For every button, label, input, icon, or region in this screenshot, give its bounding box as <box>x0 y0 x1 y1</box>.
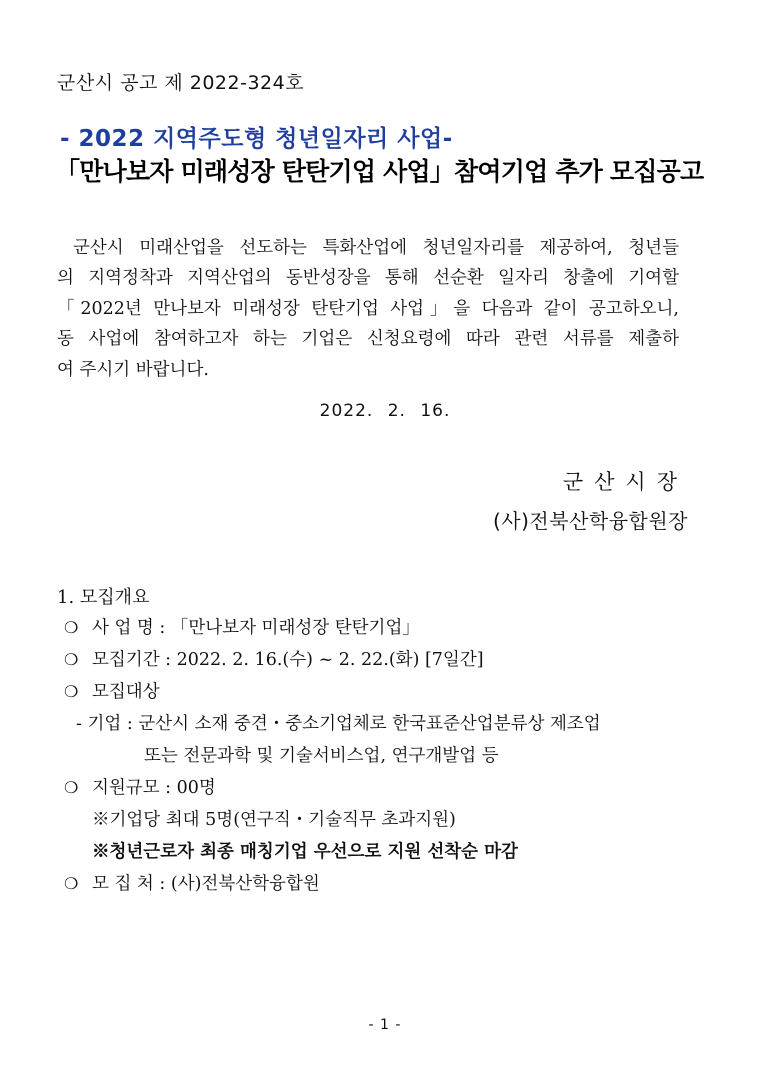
subtitle: - 2022 지역주도형 청년일자리 사업- <box>60 126 453 152</box>
signer-mayor: 군산시장 <box>562 470 688 494</box>
note-first-come: ※청년근로자 최종 매칭기업 우선으로 지원 선착순 마감 <box>92 842 518 862</box>
list-item-target <box>64 678 160 703</box>
intro-line: 여 주시기 바랍니다. <box>57 359 209 380</box>
circle-bullet-icon: ❍ <box>64 778 79 797</box>
project-name: 사 업 명 : 「만나보자 미래성장 탄탄기업」 <box>92 618 420 638</box>
intro-line: 군산시 미래산업을 선도하는 특화산업에 청년일자리를 제공하여, 청년들 <box>73 238 679 258</box>
intro-paragraph <box>57 233 679 385</box>
circle-bullet-icon: ❍ <box>64 650 79 669</box>
list-item-scale <box>64 774 216 799</box>
recruit-target: 모집대상 <box>92 682 160 702</box>
intro-line: 「2022년 만나보자 미래성장 탄탄기업 사업」을 다음과 같이 공고하오니, <box>57 298 679 319</box>
section-heading: 1. 모집개요 <box>57 587 150 608</box>
circle-bullet-icon: ❍ <box>64 682 79 701</box>
intro-line: 동 사업에 참여하고자 하는 기업은 신청요령에 따라 관련 서류를 제출하 <box>57 329 679 350</box>
circle-bullet-icon: ❍ <box>64 618 79 637</box>
list-item-place <box>64 870 320 895</box>
list-item-period <box>64 646 484 671</box>
recruit-period: 모집기간 : 2022. 2. 16.(수) ~ 2. 22.(화) [7일간] <box>92 650 484 670</box>
page-number: - 1 - <box>368 1017 402 1033</box>
notice-number: 군산시 공고 제 2022-324호 <box>57 72 305 94</box>
intro-line: 의 지역정착과 지역산업의 동반성장을 통해 선순환 일자리 창출에 기여할 <box>57 268 679 289</box>
support-scale: 지원규모 : 00명 <box>92 778 216 798</box>
circle-bullet-icon: ❍ <box>64 874 79 893</box>
signer-institute: (사)전북산학융합원장 <box>493 509 688 533</box>
list-item-project-name <box>64 614 420 639</box>
target-detail-line-2: 또는 전문과학 및 기술서비스업, 연구개발업 등 <box>144 746 499 766</box>
note-max-per-company: ※기업당 최대 5명(연구직・기술직무 초과지원) <box>92 810 456 830</box>
target-detail-line-1: - 기업 : 군산시 소재 중견・중소기업체로 한국표준산업분류상 제조업 <box>76 714 601 734</box>
notice-date: 2022. 2. 16. <box>319 401 451 421</box>
recruit-place: 모 집 처 : (사)전북산학융합원 <box>92 874 320 894</box>
main-title: 「만나보자 미래성장 탄탄기업 사업」참여기업 추가 모집공고 <box>55 157 704 186</box>
